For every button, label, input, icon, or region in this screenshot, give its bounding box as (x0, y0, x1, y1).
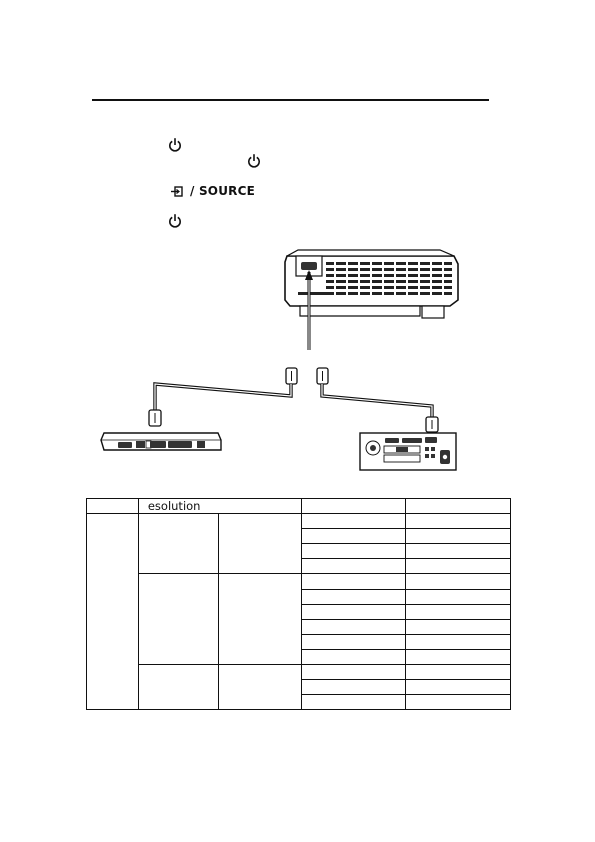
table-cell (406, 589, 511, 604)
table-cell (406, 695, 511, 710)
table-cell (406, 604, 511, 619)
table-cell (301, 680, 406, 695)
notebook-icon (101, 433, 221, 450)
source-button-label: / SOURCE (190, 184, 255, 198)
table-cell (138, 574, 218, 665)
table-cell (218, 514, 301, 574)
table-cell (218, 574, 301, 665)
table-cell (87, 514, 139, 710)
table-cell (301, 649, 406, 664)
table-cell (406, 634, 511, 649)
table-cell (138, 514, 218, 574)
table-header-resolution: esolution (138, 499, 301, 514)
table-cell (218, 665, 301, 710)
table-cell (301, 544, 406, 559)
table-header-cell (87, 499, 139, 514)
table-cell (301, 619, 406, 634)
table-cell (301, 604, 406, 619)
table-cell (301, 514, 406, 529)
table-header-cell (301, 499, 406, 514)
projector-icon (285, 250, 458, 318)
table-cell (406, 665, 511, 680)
table-cell (406, 649, 511, 664)
table-row (87, 665, 511, 680)
table-cell (406, 559, 511, 574)
table-cell (406, 619, 511, 634)
vga-cable-icon (149, 368, 438, 432)
table-cell (301, 574, 406, 589)
table-header-row (87, 499, 511, 514)
table-header-cell (406, 499, 511, 514)
table-cell (301, 559, 406, 574)
table-row (87, 574, 511, 589)
table-cell (301, 695, 406, 710)
table-cell (301, 634, 406, 649)
table-cell (301, 665, 406, 680)
table-cell (406, 574, 511, 589)
table-cell (138, 665, 218, 710)
table-cell (406, 544, 511, 559)
table-cell (406, 514, 511, 529)
resolution-table (86, 498, 511, 710)
table-cell (406, 680, 511, 695)
table-cell (301, 529, 406, 544)
table-row (87, 514, 511, 529)
table-cell (301, 589, 406, 604)
desktop-pc-icon (360, 433, 456, 470)
table-cell (406, 529, 511, 544)
